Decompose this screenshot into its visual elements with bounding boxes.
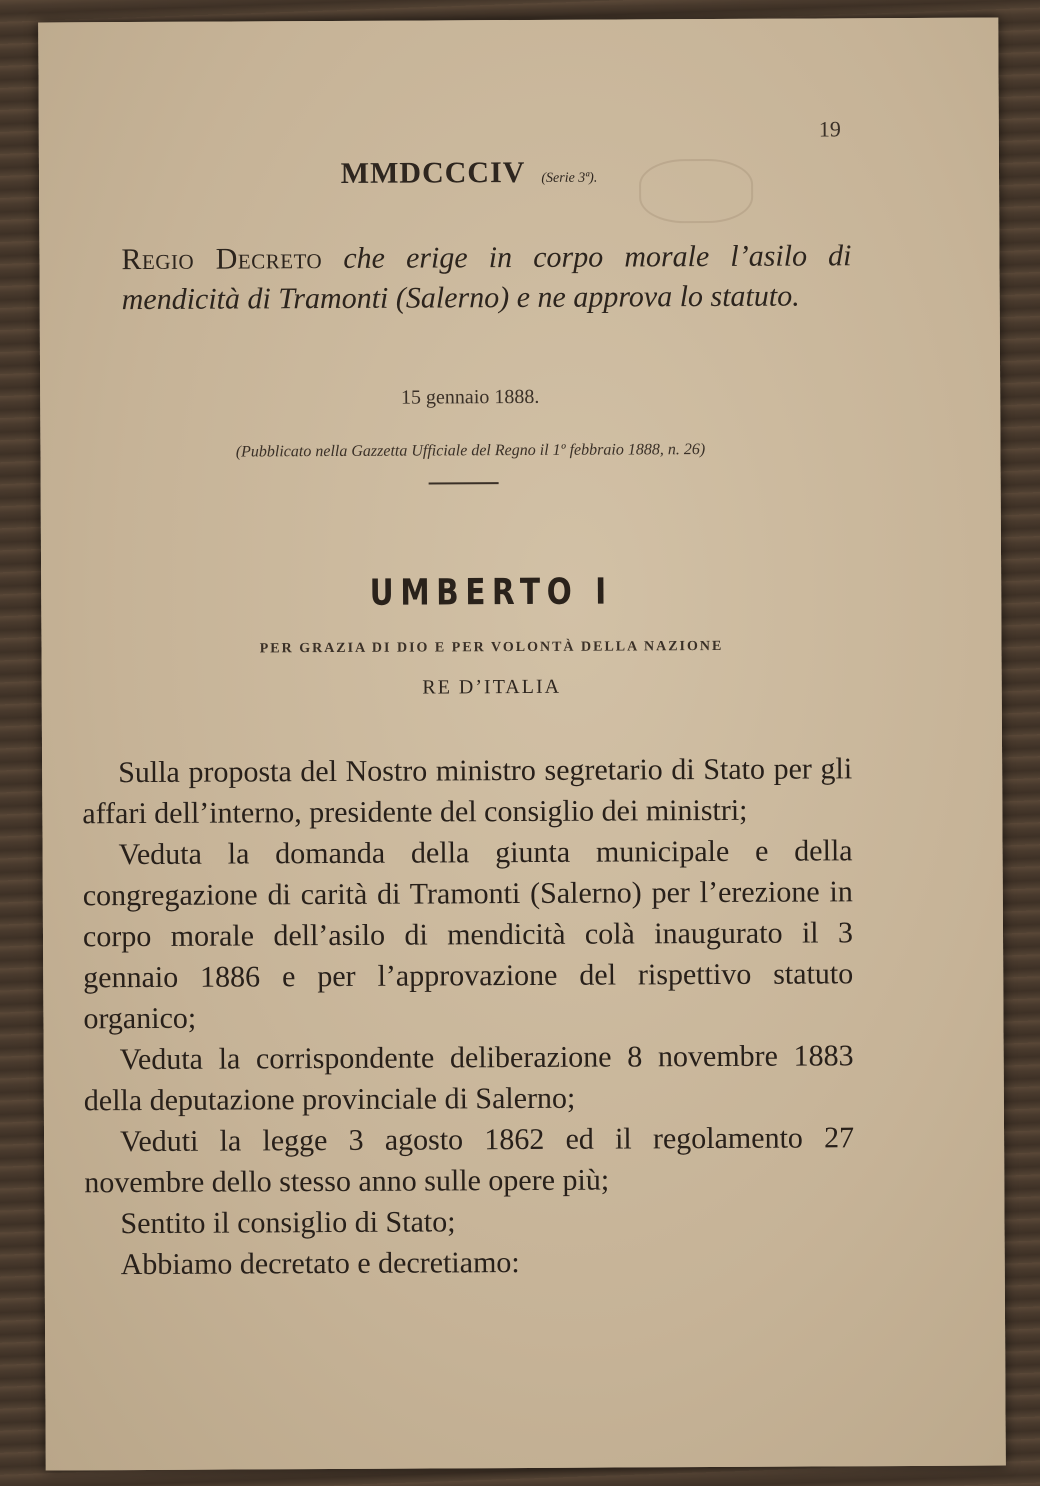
publication-note: (Pubblicato nella Gazzetta Ufficiale del Regno il 1º febbraio 1888, n. 26)	[235, 441, 706, 461]
decree-date: 15 gennaio 1888.	[400, 385, 540, 409]
body-paragraph: Abbiamo decretato e decretiamo:	[120, 1246, 520, 1282]
page-number: 19	[818, 116, 841, 142]
decree-series: (Serie 3ª).	[541, 170, 598, 186]
decree-body	[82, 748, 855, 1285]
divider	[429, 482, 499, 484]
body-paragraph: Veduta la corrispondente deliberazione 8 novembre 1883 della deputazione provinciale di Salerno;	[83, 1039, 854, 1118]
decree-title-subject: che erige in corpo morale l’asilo di mendicità di Tramonti (Salerno) e ne approva lo statuto.	[121, 239, 852, 317]
decree-roman-numeral: MMDCCCIV	[340, 155, 525, 190]
body-paragraph: Sentito il consiglio di Stato;	[120, 1205, 456, 1241]
king-name: UMBERTO I	[369, 571, 613, 614]
body-paragraph: Veduti la legge 3 agosto 1862 ed il regolamento 27 novembre dello stesso anno sulle opere più;	[84, 1121, 855, 1200]
document-page	[38, 17, 1006, 1470]
decree-title-lead: Regio Decreto	[121, 242, 323, 277]
king-grace-formula: PER GRAZIA DI DIO E PER VOLONTÀ DELLA NAZIONE	[259, 638, 724, 657]
decree-number	[39, 154, 899, 193]
body-paragraph: Sulla proposta del Nostro ministro segretario di Stato per gli affari dell’interno, presidente del consiglio dei ministri;	[82, 752, 853, 831]
body-paragraph: Veduta la domanda della giunta municipale e della congregazione di carità di Tramonti (Salerno) per l’erezione in corpo morale dell’asilo di mendicità colà inaugurato il 3 gennaio 1886 e per l’approvazione del rispettivo statuto organico;	[82, 834, 854, 1036]
king-realm: RE D’ITALIA	[422, 675, 562, 699]
decree-title	[121, 236, 851, 320]
